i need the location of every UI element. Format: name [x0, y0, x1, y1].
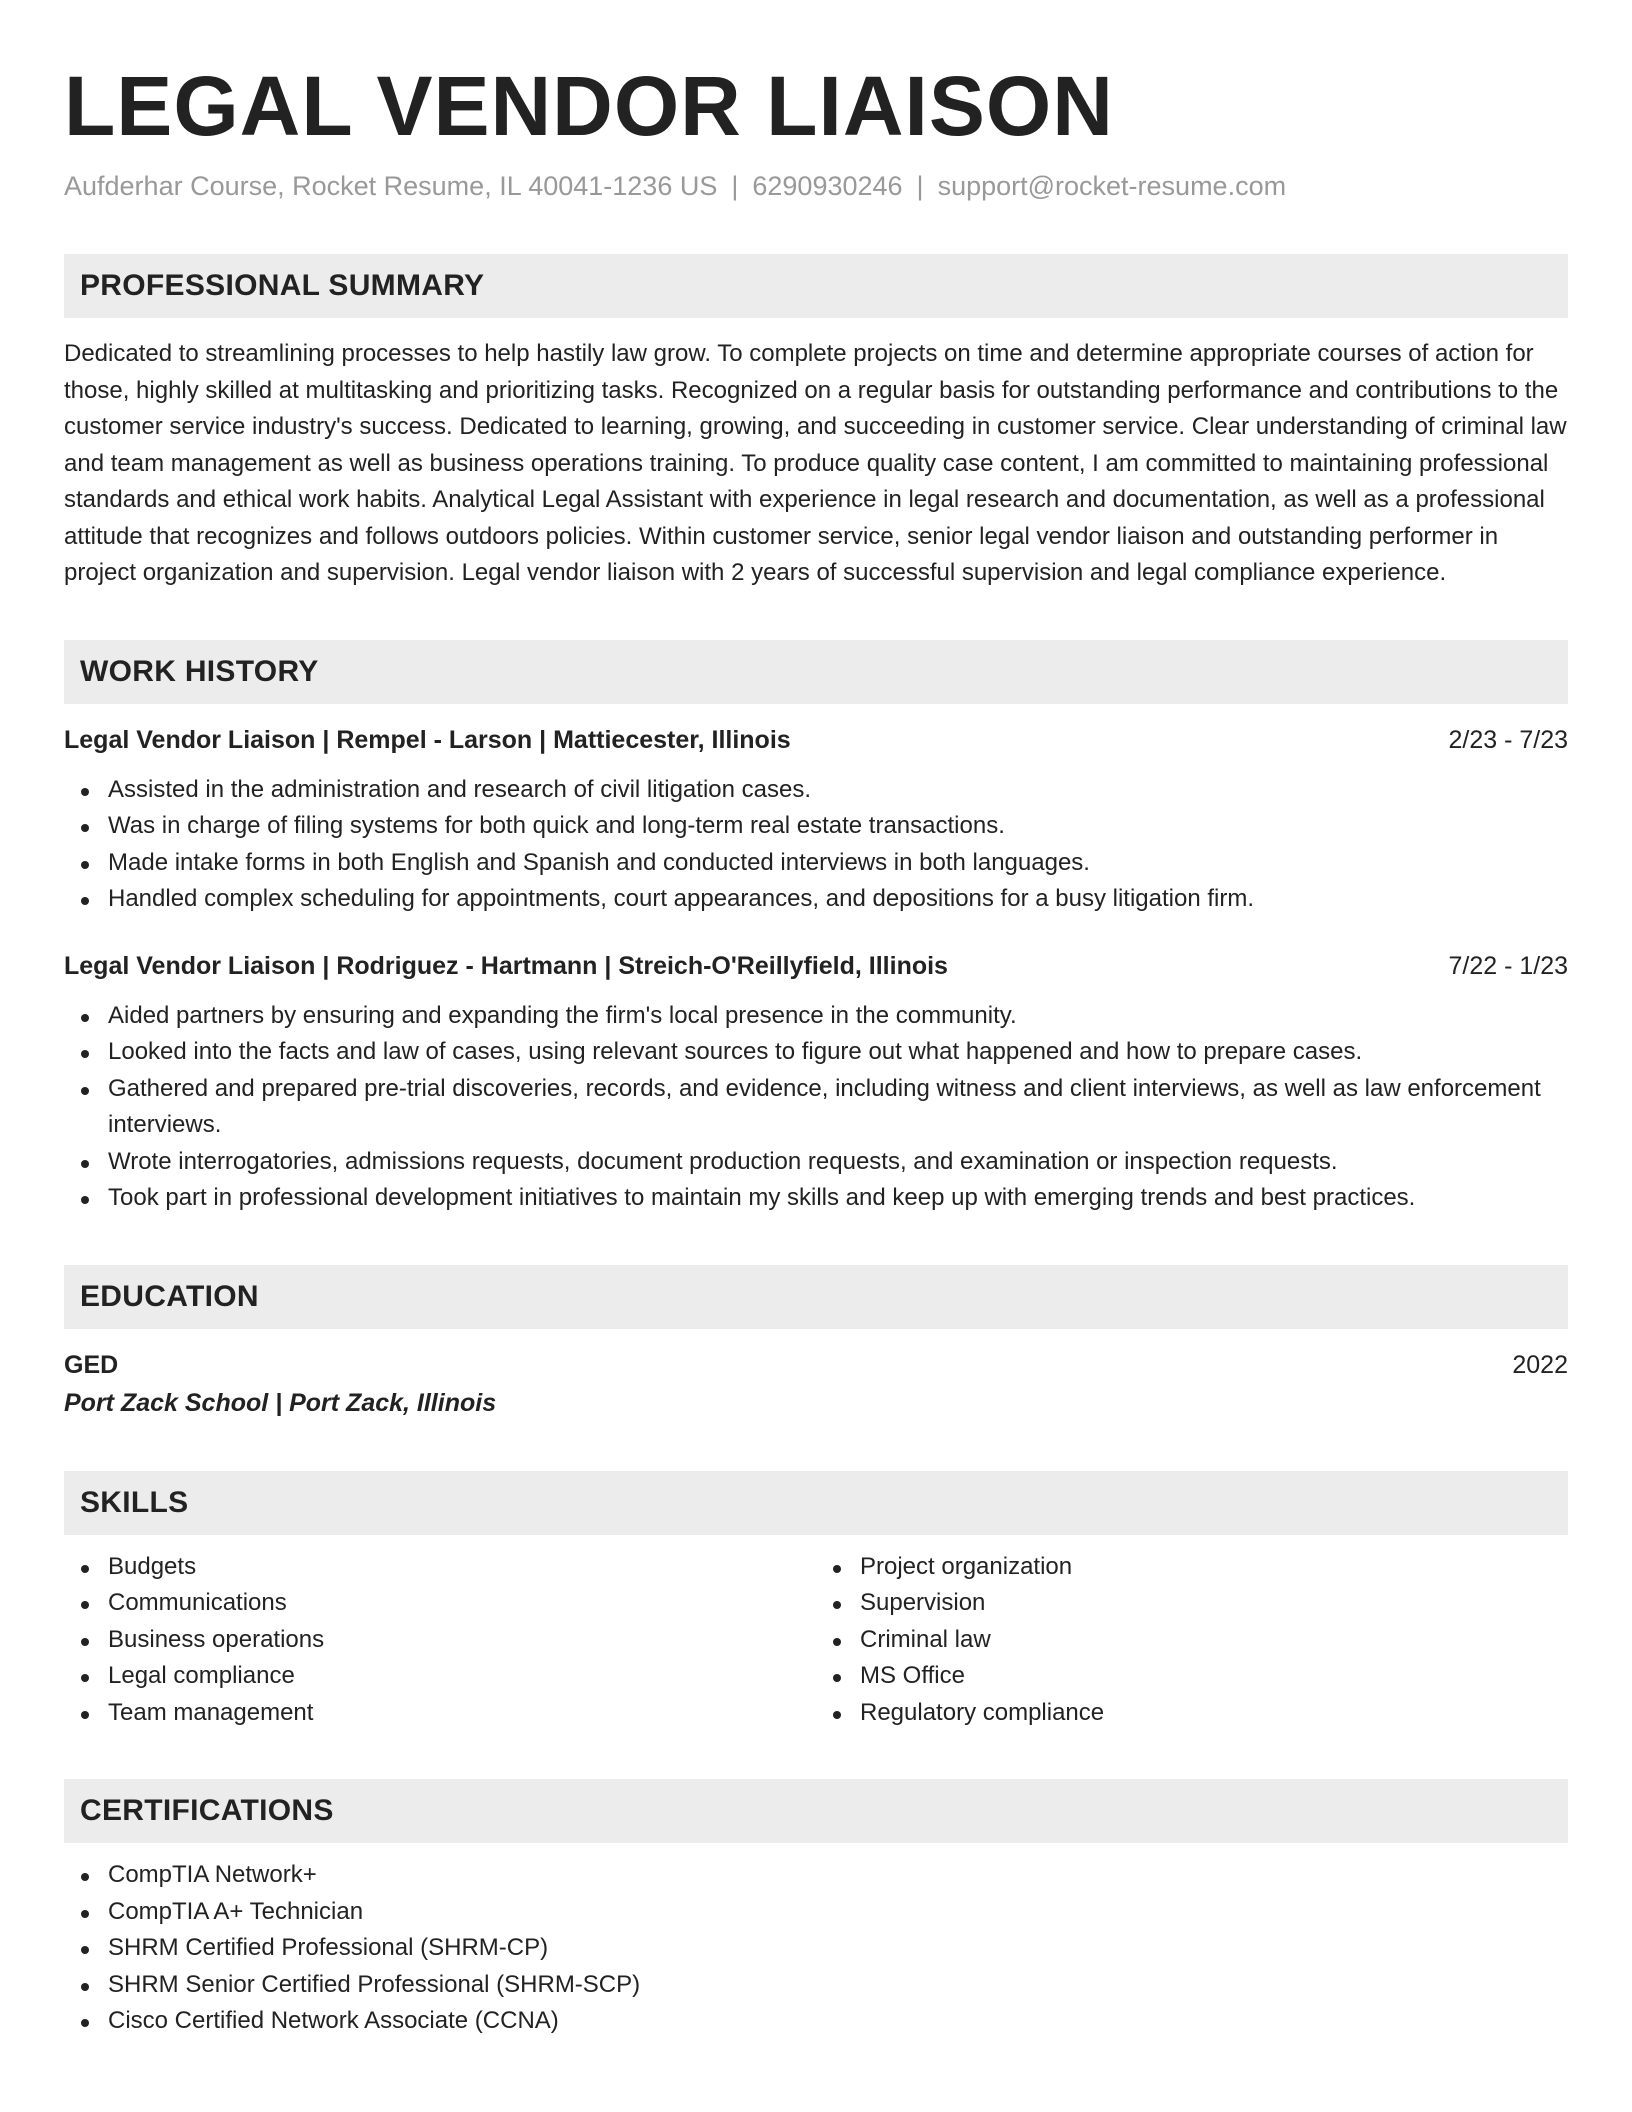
list-item: Assisted in the administration and research of civil litigation cases.: [64, 772, 1568, 809]
contact-line: [64, 168, 1568, 204]
contact-phone[interactable]: 6290930246: [752, 171, 903, 201]
job-bullets: [64, 772, 1568, 918]
list-item: Handled complex scheduling for appointments, court appearances, and depositions for a busy litigation firm.: [64, 881, 1568, 918]
list-item: Regulatory compliance: [816, 1695, 1568, 1732]
skills-column-left: [64, 1549, 816, 1732]
list-item: Team management: [64, 1695, 816, 1732]
skills-heading: SKILLS: [64, 1471, 1568, 1535]
list-item: Took part in professional development initiatives to maintain my skills and keep up with emerging trends and best practices.: [64, 1180, 1568, 1217]
job-dates: 2/23 - 7/23: [1448, 725, 1568, 754]
list-item: Gathered and prepared pre-trial discoveries, records, and evidence, including witness and client interviews, as well as law enforcement interviews.: [64, 1071, 1568, 1144]
list-item: CompTIA Network+: [64, 1857, 1568, 1894]
job-bullets: [64, 998, 1568, 1217]
job-dates: 7/22 - 1/23: [1448, 951, 1568, 980]
list-item: SHRM Senior Certified Professional (SHRM-SCP): [64, 1967, 1568, 2004]
education-degree: GED: [64, 1350, 119, 1379]
list-item: Cisco Certified Network Associate (CCNA): [64, 2003, 1568, 2040]
education-header: [64, 1347, 1568, 1383]
job-entry: [64, 948, 1568, 1217]
education-school: Port Zack School | Port Zack, Illinois: [64, 1388, 497, 1417]
summary-section: [64, 254, 1568, 592]
list-item: Looked into the facts and law of cases, using relevant sources to figure out what happened and how to prepare cases.: [64, 1034, 1568, 1071]
list-item: Made intake forms in both English and Spanish and conducted interviews in both languages.: [64, 845, 1568, 882]
contact-separator: |: [731, 171, 739, 201]
skills-column-right: [816, 1549, 1568, 1732]
education-year: 2022: [1512, 1350, 1568, 1379]
job-title: Legal Vendor Liaison | Rodriguez - Hartmann | Streich-O'Reillyfield, Illinois: [64, 951, 948, 980]
certifications-heading: CERTIFICATIONS: [64, 1779, 1568, 1843]
job-title: Legal Vendor Liaison | Rempel - Larson | Mattiecester, Illinois: [64, 725, 791, 754]
job-entry: [64, 722, 1568, 918]
list-item: MS Office: [816, 1658, 1568, 1695]
contact-separator: |: [916, 171, 924, 201]
education-section: [64, 1265, 1568, 1423]
skills-columns: [64, 1549, 1568, 1732]
skills-list: [64, 1549, 816, 1732]
work-history-heading: WORK HISTORY: [64, 640, 1568, 704]
contact-address: Aufderhar Course, Rocket Resume, IL 40041-1236 US: [64, 171, 718, 201]
summary-text: Dedicated to streamlining processes to help hastily law grow. To complete projects on time and determine appropriate courses of action for those, highly skilled at multitasking and prioritizing tasks. Recognized on a regular basis for outstanding performance and contributions to the customer service industry's success. Dedicated to learning, growing, and succeeding in customer service. Clear understanding of criminal law and team management as well as business operations training. To produce quality case content, I am committed to maintaining professional standards and ethical work habits. Analytical Legal Assistant with experience in legal research and documentation, as well as a professional attitude that recognizes and follows outdoors policies. Within customer service, senior legal vendor liaison and outstanding performer in project organization and supervision. Legal vendor liaison with 2 years of successful supervision and legal compliance experience.: [64, 340, 1567, 586]
job-header: [64, 722, 1568, 758]
list-item: Wrote interrogatories, admissions requests, document production requests, and examination or inspection requests.: [64, 1144, 1568, 1181]
job-header: [64, 948, 1568, 984]
list-item: Aided partners by ensuring and expanding the firm's local presence in the community.: [64, 998, 1568, 1035]
candidate-name: LEGAL VENDOR LIAISON: [64, 59, 1114, 153]
list-item: Project organization: [816, 1549, 1568, 1586]
list-item: Budgets: [64, 1549, 816, 1586]
list-item: Legal compliance: [64, 1658, 816, 1695]
education-heading: EDUCATION: [64, 1265, 1568, 1329]
list-item: Business operations: [64, 1622, 816, 1659]
summary-heading: PROFESSIONAL SUMMARY: [64, 254, 1568, 318]
list-item: Was in charge of filing systems for both quick and long-term real estate transactions.: [64, 808, 1568, 845]
list-item: Supervision: [816, 1585, 1568, 1622]
contact-email[interactable]: support@rocket-resume.com: [937, 171, 1287, 201]
certifications-section: [64, 1779, 1568, 2040]
list-item: Communications: [64, 1585, 816, 1622]
work-history-section: [64, 640, 1568, 1217]
list-item: SHRM Certified Professional (SHRM-CP): [64, 1930, 1568, 1967]
certifications-list: [64, 1857, 1568, 2040]
skills-section: [64, 1471, 1568, 1732]
education-entry: [64, 1347, 1568, 1423]
list-item: CompTIA A+ Technician: [64, 1894, 1568, 1931]
list-item: Criminal law: [816, 1622, 1568, 1659]
skills-list: [816, 1549, 1568, 1732]
